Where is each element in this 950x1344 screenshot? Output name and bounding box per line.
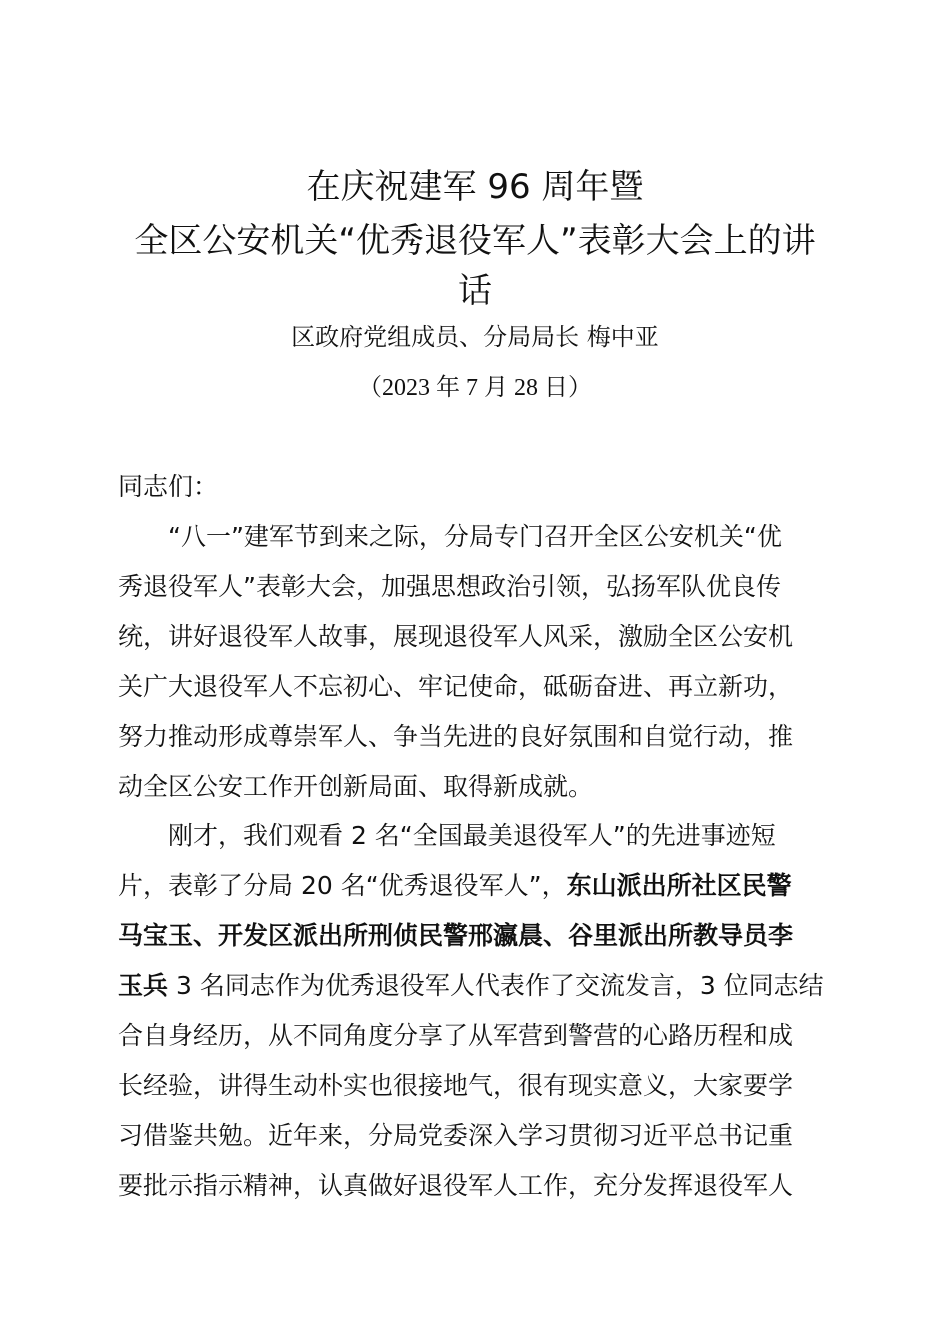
plain-text: 片，表彰了分局 20 名“优秀退役军人”， — [118, 871, 567, 900]
title-line-1: 在庆祝建军 96 周年暨 — [306, 167, 644, 207]
paragraph-1-line: 统，讲好退役军人故事，展现退役军人风采，激励全区公安机 — [118, 622, 794, 651]
author-line: 区政府党组成员、分局局长 梅中亚 — [291, 323, 659, 351]
paragraph-2-line: 长经验，讲得生动朴实也很接地气，很有现实意义，大家要学 — [118, 1071, 794, 1100]
paragraph-1-line: 努力推动形成尊崇军人、争当先进的良好氛围和自觉行动，推 — [118, 722, 794, 751]
paragraph-1-line: 关广大退役军人不忘初心、牢记使命，砥砺奋进、再立新功， — [118, 672, 794, 701]
paragraph-2-line: 合自身经历，从不同角度分享了从军营到警营的心路历程和成 — [118, 1021, 794, 1050]
date-line: （2023 年 7 月 28 日） — [358, 375, 592, 401]
paragraph-2-line: 马宝玉、开发区派出所刑侦民警邢瀛晨、谷里派出所教导员李 — [118, 921, 794, 950]
paragraph-2-line: 刚才，我们观看 2 名“全国最美退役军人”的先进事迹短 — [168, 821, 776, 850]
paragraph-1-line: 动全区公安工作开创新局面、取得新成就。 — [118, 772, 594, 801]
paragraph-1-line: 秀退役军人”表彰大会，加强思想政治引领，弘扬军队优良传 — [118, 572, 781, 601]
paragraph-2-line — [118, 868, 792, 904]
title-line-3: 话 — [458, 271, 492, 311]
plain-text: 3 名同志作为优秀退役军人代表作了交流发言，3 位同志结 — [168, 971, 824, 1000]
paragraph-2-line — [118, 968, 824, 1004]
title-line-2: 全区公安机关“优秀退役军人”表彰大会上的讲 — [134, 221, 816, 261]
paragraph-2-line: 习借鉴共勉。近年来，分局党委深入学习贯彻习近平总书记重 — [118, 1121, 794, 1150]
bold-names: 玉兵 — [118, 971, 169, 1000]
bold-names: 东山派出所社区民警 — [566, 871, 792, 900]
paragraph-1-line: “八一”建军节到来之际，分局专门召开全区公安机关“优 — [168, 522, 782, 551]
paragraph-2-line: 要批示指示精神，认真做好退役军人工作，充分发挥退役军人 — [118, 1171, 794, 1200]
salutation: 同志们： — [118, 472, 219, 501]
